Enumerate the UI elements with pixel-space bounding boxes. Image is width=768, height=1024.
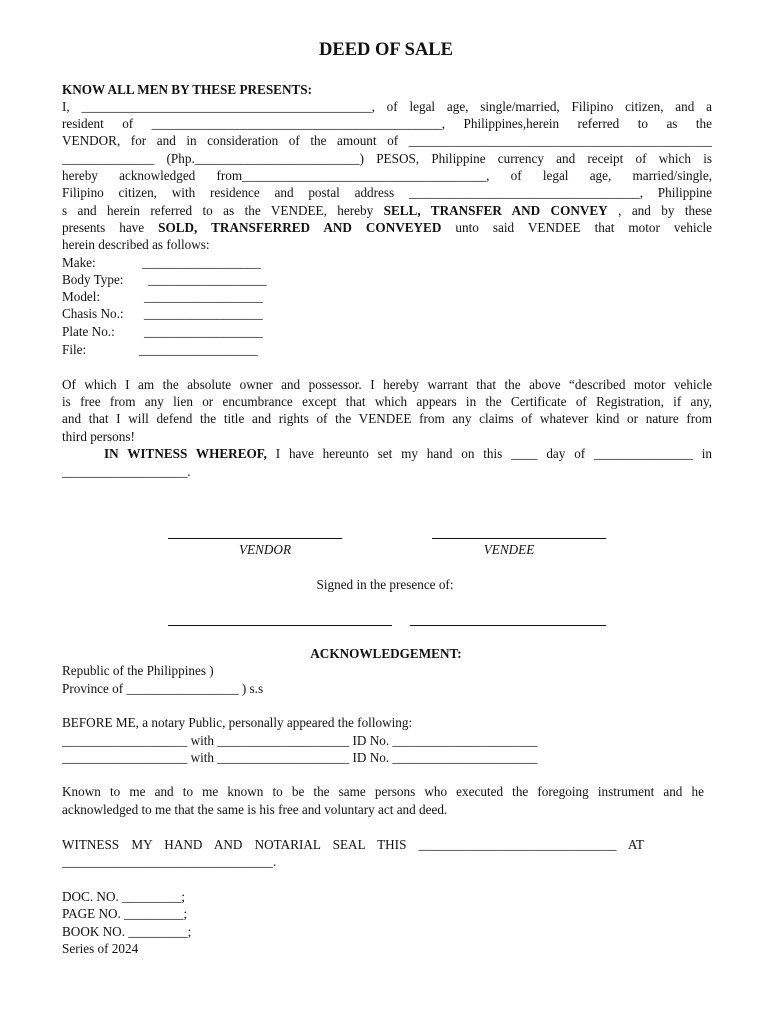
acknowledgement-heading: ACKNOWLEDGEMENT:: [310, 646, 462, 661]
document-title: DEED OF SALE: [319, 40, 453, 60]
known-line-2: acknowledged to me that the same is his free and voluntary act and deed.: [62, 802, 448, 817]
body-line-2: resident of ____________________________________________, Philippines,herein referred to as the: [62, 116, 712, 131]
witness-whereof-line: IN WITNESS WHEREOF, I have hereunto set my hand on this ____ day of _______________ in: [104, 446, 712, 461]
body-line-4: ______________ (Php._________________________) PESOS, Philippine currency and receipt of which is: [62, 151, 712, 166]
field-plate-no: Plate No.: __________________: [62, 324, 263, 339]
field-chasis-no: Chasis No.: __________________: [62, 306, 263, 321]
known-line-1: Known to me and to me known to be the same persons who executed the foregoing instrument and he: [62, 784, 704, 799]
body-line-8: presents have SOLD, TRANSFERRED AND CONVEYED unto said VENDEE that motor vehicle: [62, 220, 713, 235]
vendor-signature-line: [168, 538, 342, 539]
vendee-signature-line: [432, 538, 606, 539]
warranty-line-4: third persons!: [62, 429, 135, 444]
sold-transferred-conveyed: SOLD, TRANSFERRED AND CONVEYED: [158, 220, 442, 235]
body-line-1: I, ____________________________________________, of legal age, single/married, Filipino citizen, and a: [62, 99, 712, 114]
field-body-type: Body Type: __________________: [62, 272, 267, 287]
body-line-7: s and herein referred to as the VENDEE, hereby SELL, TRANSFER AND CONVEY , and by these: [62, 203, 712, 218]
signed-in-presence: Signed in the presence of:: [316, 577, 454, 592]
vendee-label: VENDEE: [483, 542, 535, 557]
doc-no: DOC. NO. _________;: [62, 889, 186, 904]
field-file: File: __________________: [62, 342, 258, 357]
vendor-label: VENDOR: [238, 542, 291, 557]
appearer-row-2: ___________________ with ____________________ ID No. ______________________: [62, 750, 538, 765]
witness-place-line: ___________________.: [62, 464, 191, 479]
republic-line: Republic of the Philippines ): [62, 663, 214, 678]
warranty-line-2: is free from any lien or encumbrance except that which appears in the Certificate of Registration, if any,: [62, 394, 712, 409]
body-line-9: herein described as follows:: [62, 237, 210, 252]
notarial-seal-line: WITNESS MY HAND AND NOTARIAL SEAL THIS ______________________________ AT: [62, 837, 644, 852]
intro-heading: KNOW ALL MEN BY THESE PRESENTS:: [62, 82, 313, 97]
warranty-line-3: and that I will defend the title and rights of the VENDEE from any claims of whatever kind or nature from: [62, 411, 712, 426]
book-no: BOOK NO. _________;: [62, 924, 192, 939]
witness-signature-line-1: [168, 625, 392, 626]
field-make: Make: __________________: [62, 255, 261, 270]
witness-signature-line-2: [410, 625, 606, 626]
notarial-seal-line-2: ________________________________.: [62, 854, 277, 869]
body-line-3: VENDOR, for and in consideration of the amount of ______________________________________________: [62, 133, 712, 148]
body-line-5: hereby acknowledged from_____________________________________, of legal age, married/single,: [62, 168, 712, 183]
province-line: Province of _________________ ) s.s: [62, 681, 264, 696]
before-me-line: BEFORE ME, a notary Public, personally appeared the following:: [62, 715, 413, 730]
field-model: Model: __________________: [62, 289, 263, 304]
sell-transfer-convey: SELL, TRANSFER AND CONVEY: [383, 203, 608, 218]
body-line-6: Filipino citizen, with residence and postal address ___________________________________, Philippine: [62, 185, 712, 200]
appearer-row-1: ___________________ with ____________________ ID No. ______________________: [62, 733, 538, 748]
warranty-line-1: Of which I am the absolute owner and possessor. I hereby warrant that the above “described motor vehicle: [62, 377, 712, 392]
page-no: PAGE NO. _________;: [62, 906, 188, 921]
series: Series of 2024: [62, 941, 139, 956]
